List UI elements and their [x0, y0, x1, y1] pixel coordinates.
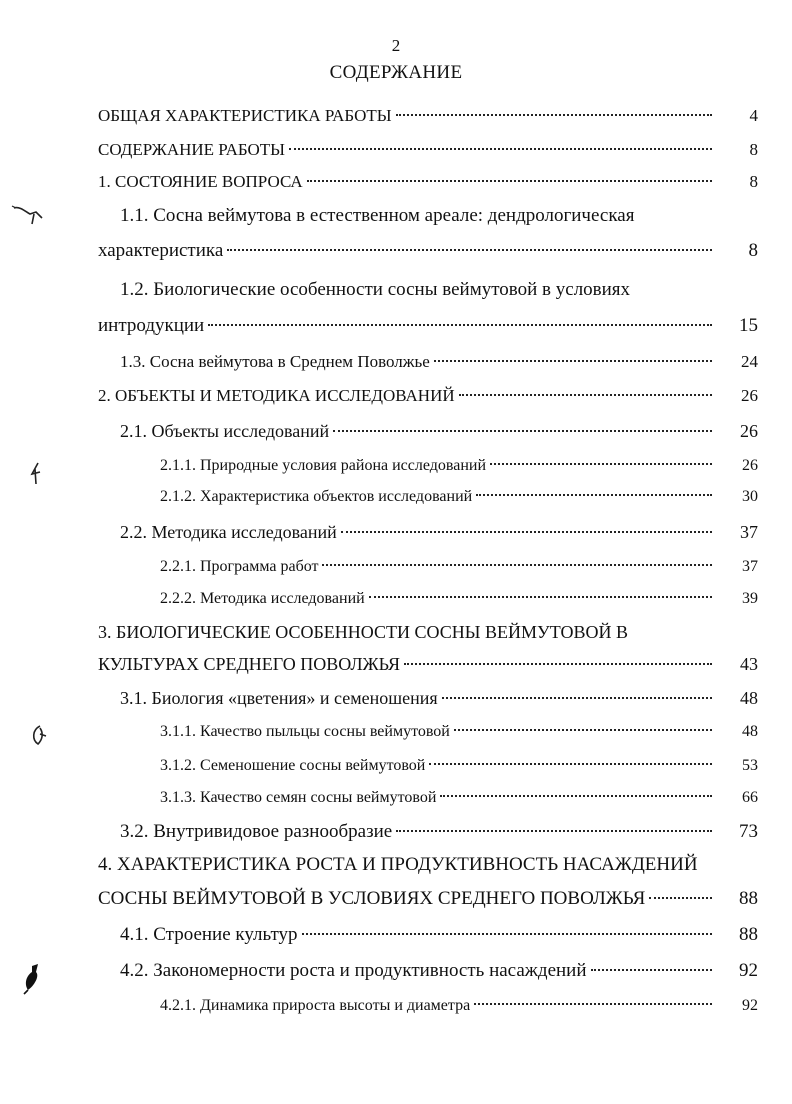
toc-entry [120, 688, 758, 709]
toc-entry-text: 1.3. Сосна веймутова в Среднем Поволжье [120, 352, 430, 371]
toc-entry [160, 590, 758, 608]
toc-leader [591, 969, 712, 971]
toc-entry [120, 421, 758, 442]
toc-entry-text: 2.2.2. Методика исследований [160, 590, 365, 607]
toc-entry-page: 73 [739, 821, 758, 842]
toc-entry-text: 2.2.1. Программа работ [160, 558, 319, 575]
toc-leader [434, 360, 712, 362]
toc-entry [98, 888, 758, 910]
toc-entry-text: 2. ОБЪЕКТЫ И МЕТОДИКА ИССЛЕДОВАНИЙ [98, 386, 455, 405]
toc-entry-text: 3.2. Внутривидовое разнообразие [120, 821, 393, 842]
toc-entry-page: 53 [742, 757, 758, 774]
toc-entry-page: 92 [742, 997, 758, 1014]
toc-leader [476, 494, 712, 496]
toc-leader [404, 663, 712, 665]
toc-entry-page: 88 [739, 888, 758, 909]
toc-leader [459, 394, 712, 396]
scan-mark-icon [26, 460, 46, 488]
toc-entry-text: 2.1.1. Природные условия района исследований [160, 457, 487, 474]
toc-entry-page: 4 [749, 106, 758, 125]
toc-entry-text: СОДЕРЖАНИЕ РАБОТЫ [98, 140, 285, 159]
toc-entry [160, 457, 758, 475]
toc-entry [98, 172, 758, 192]
toc-leader [302, 933, 713, 935]
toc-entry-page: 26 [741, 386, 758, 405]
toc-entry-page: 92 [739, 960, 758, 981]
toc-entry-text: 4.1. Строение культур [120, 924, 298, 945]
toc-entry-page: 48 [740, 688, 758, 708]
toc-leader [429, 763, 712, 765]
toc-entry-page: 30 [742, 488, 758, 505]
toc-entry-page: 8 [749, 140, 758, 159]
toc-entry-text-line1: 1.1. Сосна веймутова в естественном ареале: дендрологическая [120, 205, 635, 226]
toc-entry-text: 3.1. Биология «цветения» и семеношения [120, 688, 438, 708]
toc-entry-text: ОБЩАЯ ХАРАКТЕРИСТИКА РАБОТЫ [98, 106, 392, 125]
toc-leader [649, 897, 712, 899]
toc-leader [289, 148, 712, 150]
toc-leader [474, 1003, 712, 1005]
toc-entry [160, 757, 758, 775]
toc-entry [160, 488, 758, 506]
toc-entry [120, 821, 758, 843]
toc-leader [442, 697, 712, 699]
toc-entry-page: 88 [739, 924, 758, 945]
toc-entry-text: 3.1.1. Качество пыльцы сосны веймутовой [160, 723, 450, 740]
toc-leader [322, 564, 712, 566]
toc-leader [227, 249, 712, 251]
toc-entry-text: 2.1.2. Характеристика объектов исследований [160, 488, 473, 505]
scan-mark-icon [28, 722, 50, 748]
toc-entry-page: 66 [742, 789, 758, 806]
toc-entry [160, 997, 758, 1015]
toc-entry-text-line2: КУЛЬТУРАХ СРЕДНЕГО ПОВОЛЖЬЯ [98, 654, 401, 674]
toc-entry [120, 352, 758, 372]
toc-entry [98, 140, 758, 160]
toc-entry [120, 522, 758, 543]
toc-entry-page: 26 [742, 457, 758, 474]
toc-leader [490, 463, 712, 465]
toc-entry-text-line1: 4. ХАРАКТЕРИСТИКА РОСТА И ПРОДУКТИВНОСТЬ НАСАЖДЕНИЙ [98, 854, 698, 875]
toc-entry-text: 2.1. Объекты исследований [120, 421, 330, 441]
toc-entry-text-line2: характеристика [98, 240, 224, 261]
toc-leader [307, 180, 712, 182]
toc-entry-text-line1: 1.2. Биологические особенности сосны веймутовой в условиях [120, 279, 631, 300]
toc-entry-text-line2: интродукции [98, 315, 205, 336]
toc-entry-text: 3.1.2. Семеношение сосны веймутовой [160, 757, 426, 774]
toc-entry-page: 15 [739, 315, 758, 336]
toc-entry [98, 386, 758, 406]
toc-entry-page: 8 [749, 172, 758, 191]
toc-entry-text: 2.2. Методика исследований [120, 522, 337, 542]
toc-leader [369, 596, 712, 598]
toc-entry-page: 43 [740, 654, 758, 674]
toc-leader [396, 114, 712, 116]
toc-entry [98, 240, 758, 262]
toc-entry [98, 654, 758, 675]
page-title: СОДЕРЖАНИЕ [329, 62, 463, 83]
toc-entry-page: 26 [740, 421, 758, 441]
toc-entry [160, 558, 758, 576]
toc-entry-page: 37 [740, 522, 758, 542]
toc-entry [120, 960, 758, 982]
toc-entry-text-line2: СОСНЫ ВЕЙМУТОВОЙ В УСЛОВИЯХ СРЕДНЕГО ПОВОЛЖЬЯ [98, 888, 646, 909]
toc-entry-text: 3.1.3. Качество семян сосны веймутовой [160, 789, 437, 806]
toc-entry-page: 39 [742, 590, 758, 607]
toc-entry-text-line1: 3. БИОЛОГИЧЕСКИЕ ОСОБЕННОСТИ СОСНЫ ВЕЙМУТОВОЙ В [98, 622, 628, 642]
toc-entry-text: 4.2.1. Динамика прироста высоты и диаметра [160, 997, 471, 1014]
page-number: 2 [391, 36, 401, 55]
scan-mark-icon [18, 962, 46, 996]
toc-entry-page: 37 [742, 558, 758, 575]
toc-entry-text: 1. СОСТОЯНИЕ ВОПРОСА [98, 172, 303, 191]
toc-entry-text: 4.2. Закономерности роста и продуктивность насаждений [120, 960, 587, 981]
toc-entry [98, 106, 758, 126]
toc-leader [208, 324, 712, 326]
toc-entry [160, 789, 758, 807]
toc-entry-page: 24 [741, 352, 758, 371]
toc-entry [120, 924, 758, 946]
scan-mark-icon [10, 200, 50, 230]
toc-leader [333, 430, 712, 432]
toc-leader [396, 830, 712, 832]
toc-entry [160, 723, 758, 741]
toc-leader [341, 531, 712, 533]
toc-entry-page: 48 [742, 723, 758, 740]
toc-entry [98, 315, 758, 337]
toc-entry-page: 8 [748, 240, 758, 261]
toc-leader [440, 795, 712, 797]
toc-leader [454, 729, 712, 731]
